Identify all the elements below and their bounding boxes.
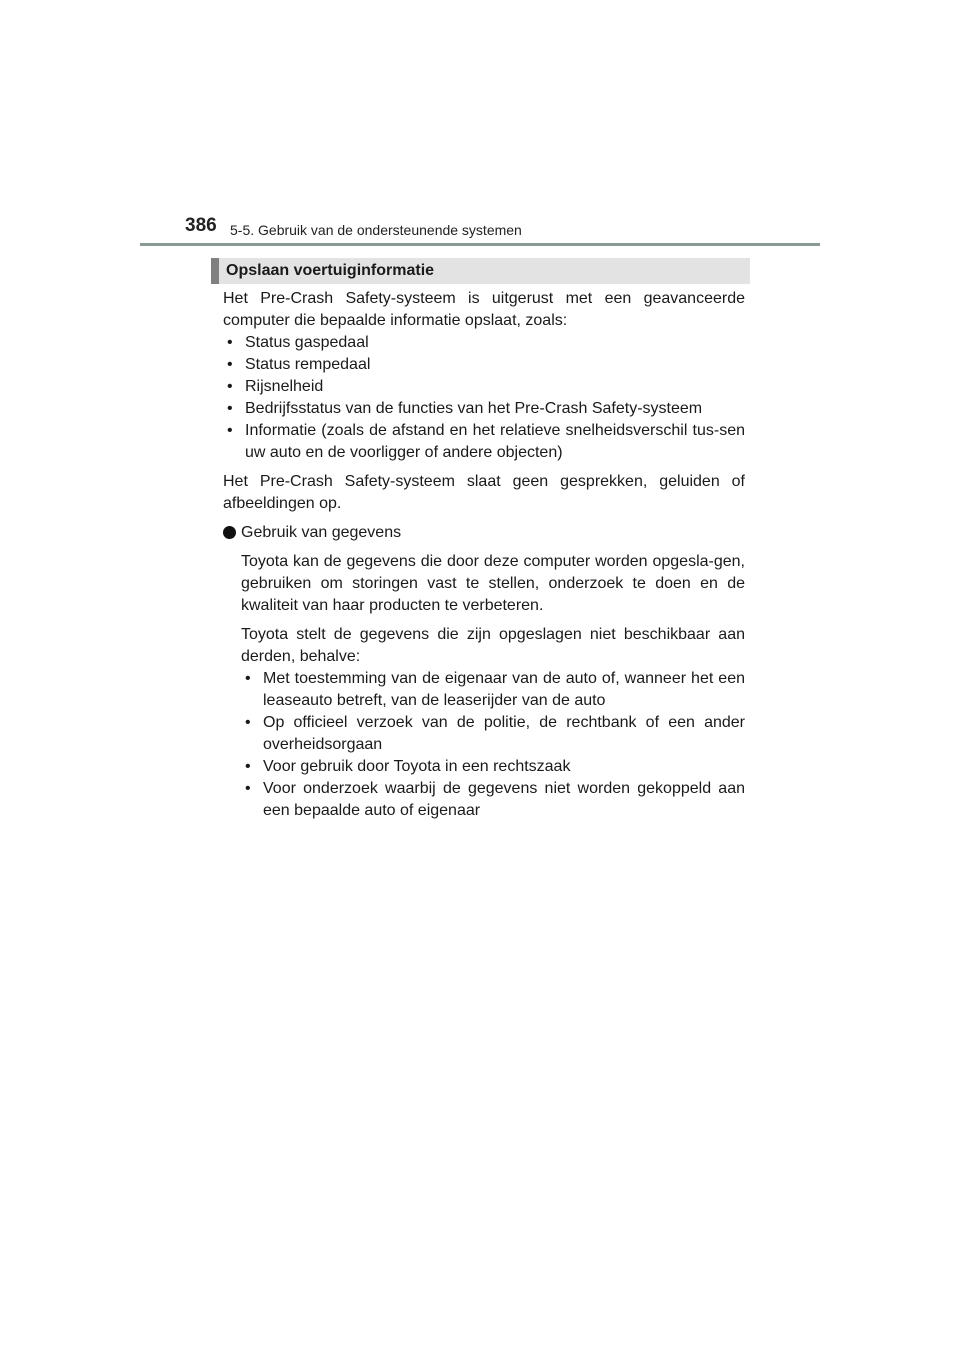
list-item: • Informatie (zoals de afstand en het relatieve snelheidsverschil tus-sen uw auto en de voorligger of andere objecten)	[227, 422, 745, 461]
intro-paragraph: Het Pre-Crash Safety-systeem is uitgerust met een geavanceerde computer die bepaalde informatie opslaat, zoals:	[223, 290, 745, 329]
list-item: • Status gaspedaal	[227, 332, 745, 354]
bullet-icon: •	[245, 714, 251, 731]
bullet-icon: •	[227, 356, 233, 373]
list-item: • Rijsnelheid	[227, 376, 745, 398]
bullet-icon: •	[227, 422, 233, 439]
list-item: • Voor gebruik door Toyota in een rechtszaak	[245, 756, 745, 778]
bullet-icon: •	[227, 334, 233, 351]
data-use-paragraph: Toyota kan de gegevens die door deze computer worden opgesla-gen, gebruiken om storingen vast te stellen, onderzoek te doen en de kwaliteit van haar producten te verbeteren.	[241, 553, 745, 614]
list-item: • Met toestemming van de eigenaar van de auto of, wanneer het een leaseauto betreft, van de leaserijder van de auto	[245, 670, 745, 709]
bullet-icon: •	[227, 378, 233, 395]
bullet-icon: •	[245, 758, 251, 775]
header-rule	[140, 243, 820, 246]
filled-circle-icon	[223, 526, 236, 539]
subsection-title: Gebruik van gegevens	[223, 522, 745, 544]
subsection-body	[223, 551, 745, 822]
bullet-icon: •	[245, 780, 251, 797]
exceptions-list	[241, 668, 745, 822]
list-item: • Op officieel verzoek van de politie, de rechtbank of een ander overheidsorgaan	[245, 714, 745, 753]
section-heading-text: Opslaan voertuiginformatie	[226, 262, 435, 279]
stored-info-list	[223, 332, 745, 464]
statement-paragraph: Het Pre-Crash Safety-systeem slaat geen gesprekken, geluiden of afbeeldingen op.	[223, 473, 745, 512]
data-sharing-paragraph: Toyota stelt de gegevens die zijn opgeslagen niet beschikbaar aan derden, behalve:	[241, 626, 745, 665]
chapter-title: 5-5. Gebruik van de ondersteunende systemen	[230, 222, 522, 238]
bullet-icon: •	[227, 400, 233, 417]
page-number: 386	[185, 215, 217, 236]
list-item: • Status rempedaal	[227, 354, 745, 376]
list-item: • Bedrijfsstatus van de functies van het Pre-Crash Safety-systeem	[227, 398, 745, 420]
bullet-icon: •	[245, 670, 251, 687]
content	[223, 288, 745, 822]
list-item: • Voor onderzoek waarbij de gegevens niet worden gekoppeld aan een bepaalde auto of eigenaar	[245, 780, 745, 819]
section-heading	[211, 258, 750, 284]
